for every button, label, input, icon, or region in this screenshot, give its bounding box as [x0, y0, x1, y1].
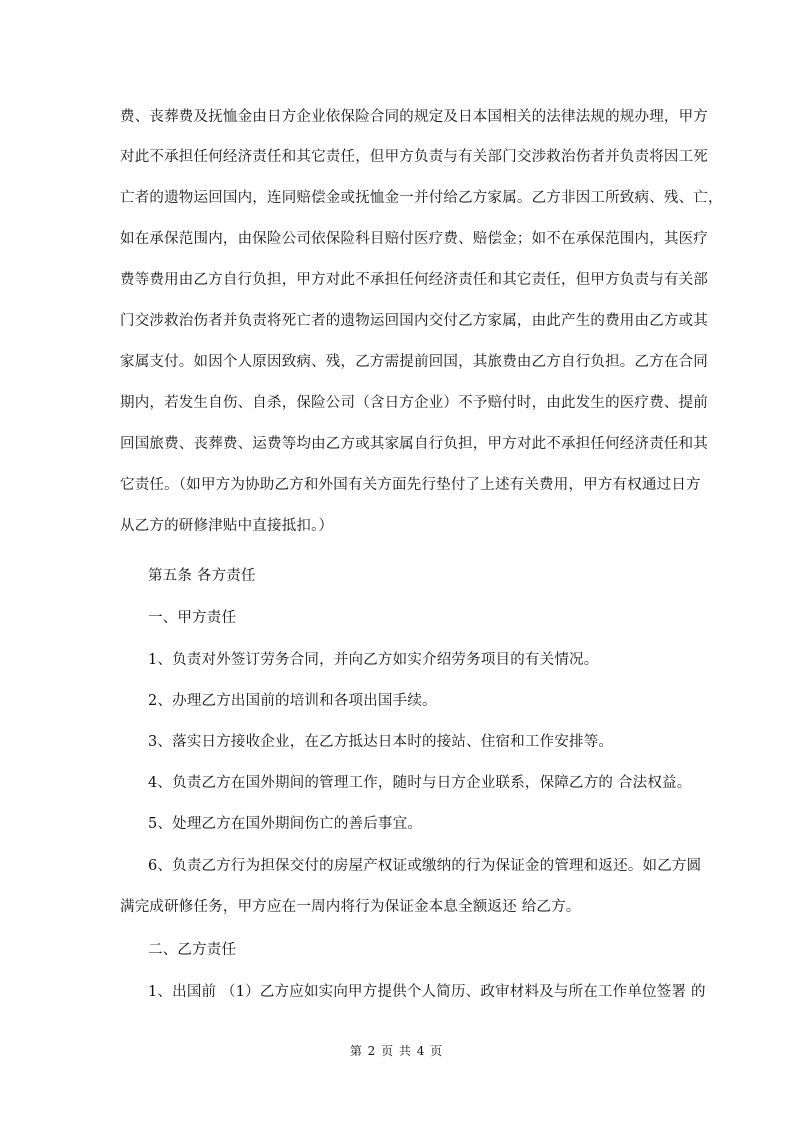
section-heading: 第五条 各方责任	[148, 568, 256, 584]
page-number-footer: 第 2 页 共 4 页	[349, 1044, 444, 1058]
list-item: 3、落实日方接收企业，在乙方抵达日本时的接站、住宿和工作安排等。	[148, 734, 614, 750]
list-item: 5、处理乙方在国外期间伤亡的善后事宜。	[148, 816, 423, 832]
list-item: 6、负责乙方行为担保交付的房屋产权证或缴纳的行为保证金的管理和返还。如乙方圆	[148, 858, 702, 874]
list-item: 4、负责乙方在国外期间的管理工作，随时与日方企业联系，保障乙方的 合法权益。	[148, 775, 692, 791]
body-text-line: 回国旅费、丧葬费、运费等均由乙方或其家属自行负担，甲方对此不承担任何经济责任和其	[120, 436, 708, 452]
body-text-line: 家属支付。如因个人原因致病、残，乙方需提前回国，其旅费由乙方自行负担。乙方在合同	[120, 354, 708, 370]
body-text-line: 期内，若发生自伤、自杀，保险公司（含日方企业）不予赔付时，由此发生的医疗费、提前	[120, 395, 708, 411]
body-text-line: 它责任。（如甲方为协助乙方和外国有关方面先行垫付了上述有关费用，甲方有权通过日方	[120, 477, 701, 493]
body-text-line: 亡者的遗物运回国内，连同赔偿金或抚恤金一并付给乙方家属。乙方非因工所致病、残、亡，	[120, 190, 723, 206]
body-text-line: 费、丧葬费及抚恤金由日方企业依保险合同的规定及日本国相关的法律法规的规办理，甲方	[120, 109, 708, 125]
body-text-line: 从乙方的研修津贴中直接抵扣。）	[120, 518, 334, 534]
list-item-continuation: 满完成研修任务，甲方应在一周内将行为保证金本息全额返还 给乙方。	[120, 899, 581, 915]
body-text-line: 费等费用由乙方自行负担，甲方对此不承担任何经济责任和其它责任，但甲方负责与有关部	[120, 272, 708, 288]
subsection-heading: 二、乙方责任	[148, 942, 237, 958]
body-text-line: 对此不承担任何经济责任和其它责任，但甲方负责与有关部门交涉救治伤者并负责将因工死	[120, 149, 708, 165]
list-item: 1、出国前 （1）乙方应如实向甲方提供个人简历、政审材料及与所在工作单位签署 的	[148, 984, 706, 1000]
body-text-line: 如在承保范围内，由保险公司依保险科目赔付医疗费、赔偿金；如不在承保范围内，其医疗	[120, 231, 708, 247]
list-item: 1、负责对外签订劳务合同，并向乙方如实介绍劳务项目的有关情况。	[148, 652, 599, 668]
list-item: 2、办理乙方出国前的培训和各项出国手续。	[148, 693, 437, 709]
body-text-line: 门交涉救治伤者并负责将死亡者的遗物运回国内交付乙方家属，由此产生的费用由乙方或其	[120, 313, 708, 329]
subsection-heading: 一、甲方责任	[148, 610, 237, 626]
